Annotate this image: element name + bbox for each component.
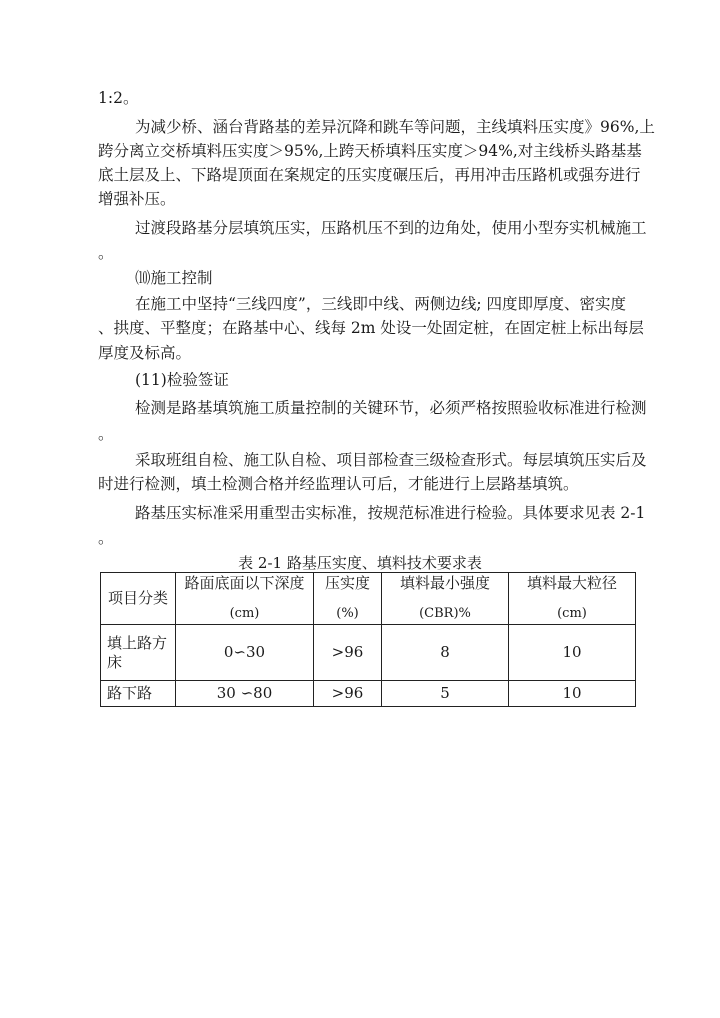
text-line: 为减少桥、涵台背路基的差异沉降和跳车等问题，主线填料压实度》96%,上 — [135, 118, 655, 136]
table-row — [101, 681, 636, 707]
text-line: 。 — [98, 425, 114, 443]
header-category — [101, 573, 176, 625]
header-unit: (cm) — [557, 606, 587, 621]
cell-depth: 0∽30 — [176, 625, 314, 681]
header-unit: (CBR)% — [419, 606, 471, 621]
header-label: 压实度 — [324, 574, 370, 592]
cell-max-size: 10 — [509, 681, 636, 707]
text-line: 跨分离立交桥填料压实度＞95%,上跨天桥填料压实度＞94%,对主线桥头路基基 — [98, 142, 642, 160]
header-label: 填料最大粒径 — [526, 574, 617, 592]
cell-category: 填上路方床 — [101, 625, 176, 681]
cell-depth: 30 ∽80 — [176, 681, 314, 707]
cell-category: 路下路 — [101, 681, 176, 707]
text-line: 路基压实标准采用重型击实标准，按规范标准进行检验。具体要求见表 2-1 — [135, 504, 646, 522]
text-line: 。 — [98, 529, 114, 547]
header-unit: (%) — [336, 606, 359, 621]
section-heading: ⑽施工控制 — [135, 269, 213, 287]
table-header-row — [101, 573, 636, 625]
header-unit: (cm) — [229, 606, 260, 621]
header-min-strength — [382, 573, 509, 625]
text-line: 时进行检测，填土检测合格并经监理认可后，才能进行上层路基填筑。 — [98, 475, 579, 493]
header-compaction — [314, 573, 382, 625]
text-line: 。 — [98, 244, 114, 262]
header-depth — [176, 573, 314, 625]
text-line: 检测是路基填筑施工质量控制的关键环节，必须严格按照验收标准进行检测 — [135, 399, 647, 417]
table-caption: 表 2-1 路基压实度、填料技术要求表 — [238, 554, 482, 572]
text-line: 1:2。 — [98, 89, 139, 107]
text-line: 厚度及标高。 — [98, 344, 192, 362]
text-line: 在施工中坚持“三线四度”，三线即中线、两侧边线; 四度即厚度、密实度 — [135, 295, 626, 313]
spec-table — [100, 572, 636, 707]
header-label: 项目分类 — [107, 589, 168, 607]
section-heading: (11)检验签证 — [135, 371, 229, 389]
header-label: 填料最小强度 — [399, 574, 490, 592]
cell-cbr: 5 — [382, 681, 509, 707]
cell-compaction: >96 — [314, 681, 382, 707]
text-line: 采取班组自检、施工队自检、项目部检查三级检查形式。每层填筑压实后及 — [135, 451, 647, 469]
cell-compaction: >96 — [314, 625, 382, 681]
cell-max-size: 10 — [509, 625, 636, 681]
cell-cbr: 8 — [382, 625, 509, 681]
header-label: 路面底面以下深度 — [184, 574, 305, 592]
table-row — [101, 625, 636, 681]
text-line: 底土层及上、下路堤顶面在案规定的压实度碾压后，再用冲击压路机或强夯进行 — [98, 166, 641, 184]
header-max-size — [509, 573, 636, 625]
text-line: 增强补压。 — [98, 190, 176, 208]
text-line: 、拱度、平整度；在路基中心、线每 2m 处设一处固定桩，在固定桩上标出每层 — [98, 319, 644, 337]
text-line: 过渡段路基分层填筑压实，压路机压不到的边角处，使用小型夯实机械施工 — [135, 219, 647, 237]
